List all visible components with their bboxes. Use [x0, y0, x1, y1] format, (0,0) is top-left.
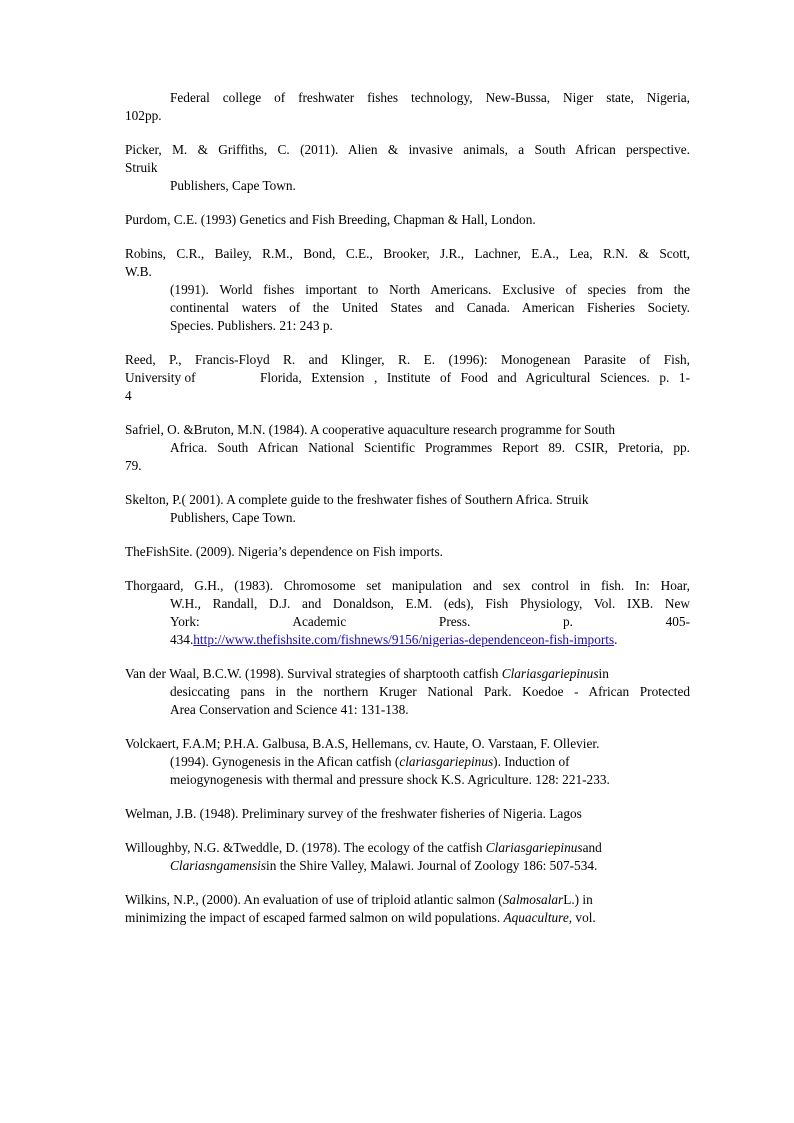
reference-entry — [125, 211, 690, 229]
reference-word: 405- — [665, 614, 690, 629]
reference-line: Federal college of freshwater fishes technology, New-Bussa, Niger state, Nigeria, — [170, 90, 690, 105]
reference-text: in the Shire Valley, Malawi. Journal of Zoology 186: 507-534. — [266, 858, 598, 873]
reference-line: Welman, J.B. (1948). Preliminary survey of the freshwater fisheries of Nigeria. Lagos — [125, 806, 582, 821]
reference-line — [125, 891, 690, 909]
reference-entry — [125, 891, 690, 927]
reference-entry — [125, 805, 690, 823]
reference-text: minimizing the impact of escaped farmed salmon on wild populations. — [125, 910, 504, 925]
reference-text: . — [614, 632, 618, 647]
reference-entry — [125, 543, 690, 561]
reference-word: Academic — [292, 614, 347, 629]
reference-text: and — [582, 840, 602, 855]
reference-entry — [125, 491, 690, 527]
reference-line: Florida, Extension , Institute of Food and Agricultural Sciences. p. 1- — [260, 370, 690, 385]
species-name: Salmosalar — [502, 892, 564, 907]
reference-entry — [125, 665, 690, 719]
reference-line: Africa. South African National Scientific Programmes Report 89. CSIR, Pretoria, pp. — [170, 440, 690, 455]
reference-text: ). Induction of — [493, 754, 570, 769]
species-name: Clariasgariepinus — [485, 840, 583, 855]
reference-line — [125, 631, 690, 649]
reference-line: Struik — [125, 160, 158, 175]
reference-line: W.B. — [125, 264, 152, 279]
reference-entry — [125, 89, 690, 125]
reference-line: Species. Publishers. 21: 243 p. — [170, 318, 333, 333]
reference-line: Skelton, P.( 2001). A complete guide to the freshwater fishes of Southern Africa. Struik — [125, 492, 589, 507]
reference-word: York: — [170, 614, 200, 629]
reference-entry — [125, 141, 690, 195]
reference-line: continental waters of the United States and Canada. American Fisheries Society. — [170, 300, 690, 315]
reference-line: desiccating pans in the northern Kruger National Park. Koedoe - African Protected — [170, 684, 690, 699]
reference-text: Van der Waal, B.C.W. (1998). Survival strategies of sharptooth catfish — [125, 666, 502, 681]
reference-text: Wilkins, N.P., (2000). An evaluation of use of triploid atlantic salmon ( — [125, 892, 503, 907]
reference-line: Volckaert, F.A.M; P.H.A. Galbusa, B.A.S, Hellemans, cv. Haute, O. Varstaan, F. Ollevier. — [125, 736, 600, 751]
reference-text: in — [598, 666, 609, 681]
reference-entry — [125, 735, 690, 789]
reference-entry — [125, 577, 690, 649]
reference-line: 4 — [125, 388, 132, 403]
reference-line — [125, 753, 690, 771]
reference-line: TheFishSite. (2009). Nigeria’s dependence on Fish imports. — [125, 544, 443, 559]
reference-line: Purdom, C.E. (1993) Genetics and Fish Breeding, Chapman & Hall, London. — [125, 212, 536, 227]
reference-entry — [125, 839, 690, 875]
reference-line — [125, 839, 690, 857]
reference-line: Publishers, Cape Town. — [170, 178, 296, 193]
reference-word: p. — [562, 614, 573, 629]
reference-word: Press. — [438, 614, 471, 629]
reference-line — [125, 665, 690, 683]
reference-line: Picker, M. & Griffiths, C. (2011). Alien & invasive animals, a South African perspective. — [125, 142, 690, 157]
reference-line-group — [125, 369, 690, 387]
reference-entry — [125, 351, 690, 405]
reference-text: (1994). Gynogenesis in the Afican catfish ( — [170, 754, 400, 769]
reference-line — [125, 909, 690, 927]
reference-line: 102pp. — [125, 108, 162, 123]
reference-text: 434. — [170, 632, 194, 647]
reference-entry — [125, 245, 690, 335]
reference-line: Robins, C.R., Bailey, R.M., Bond, C.E., Brooker, J.R., Lachner, E.A., Lea, R.N. & Scott, — [125, 246, 690, 261]
reference-line: Thorgaard, G.H., (1983). Chromosome set manipulation and sex control in fish. In: Hoar, — [125, 578, 690, 593]
reference-entry — [125, 421, 690, 475]
reference-line: Safriel, O. &Bruton, M.N. (1984). A cooperative aquaculture research programme for South — [125, 422, 615, 437]
reference-line: University of — [125, 370, 196, 385]
reference-line: W.H., Randall, D.J. and Donaldson, E.M. (eds), Fish Physiology, Vol. IXB. New — [170, 596, 690, 611]
reference-line: meiogynogenesis with thermal and pressure shock K.S. Agriculture. 128: 221-233. — [170, 772, 610, 787]
species-name: Clariasngamensis — [170, 858, 267, 873]
reference-line: (1991). World fishes important to North Americans. Exclusive of species from the — [170, 282, 690, 297]
reference-text — [170, 753, 570, 771]
reference-text: , vol. — [568, 910, 596, 925]
reference-line: Publishers, Cape Town. — [170, 510, 296, 525]
reference-text: L.) in — [563, 892, 593, 907]
species-name: clariasgariepinus — [399, 754, 494, 769]
reference-line: Area Conservation and Science 41: 131-138. — [170, 702, 409, 717]
reference-line: Reed, P., Francis-Floyd R. and Klinger, R. E. (1996): Monogenean Parasite of Fish, — [125, 352, 690, 367]
species-name: Clariasgariepinus — [501, 666, 599, 681]
reference-line — [125, 857, 690, 875]
reference-line: 79. — [125, 458, 142, 473]
journal-name: Aquaculture — [503, 910, 569, 925]
reference-line — [125, 613, 690, 631]
thefishsite-link[interactable]: http://www.thefishsite.com/fishnews/9156/nigerias-dependenceon-fish-imports — [193, 632, 615, 647]
references-page — [125, 89, 690, 943]
reference-text: Willoughby, N.G. &Tweddle, D. (1978). The ecology of the catfish — [125, 840, 486, 855]
